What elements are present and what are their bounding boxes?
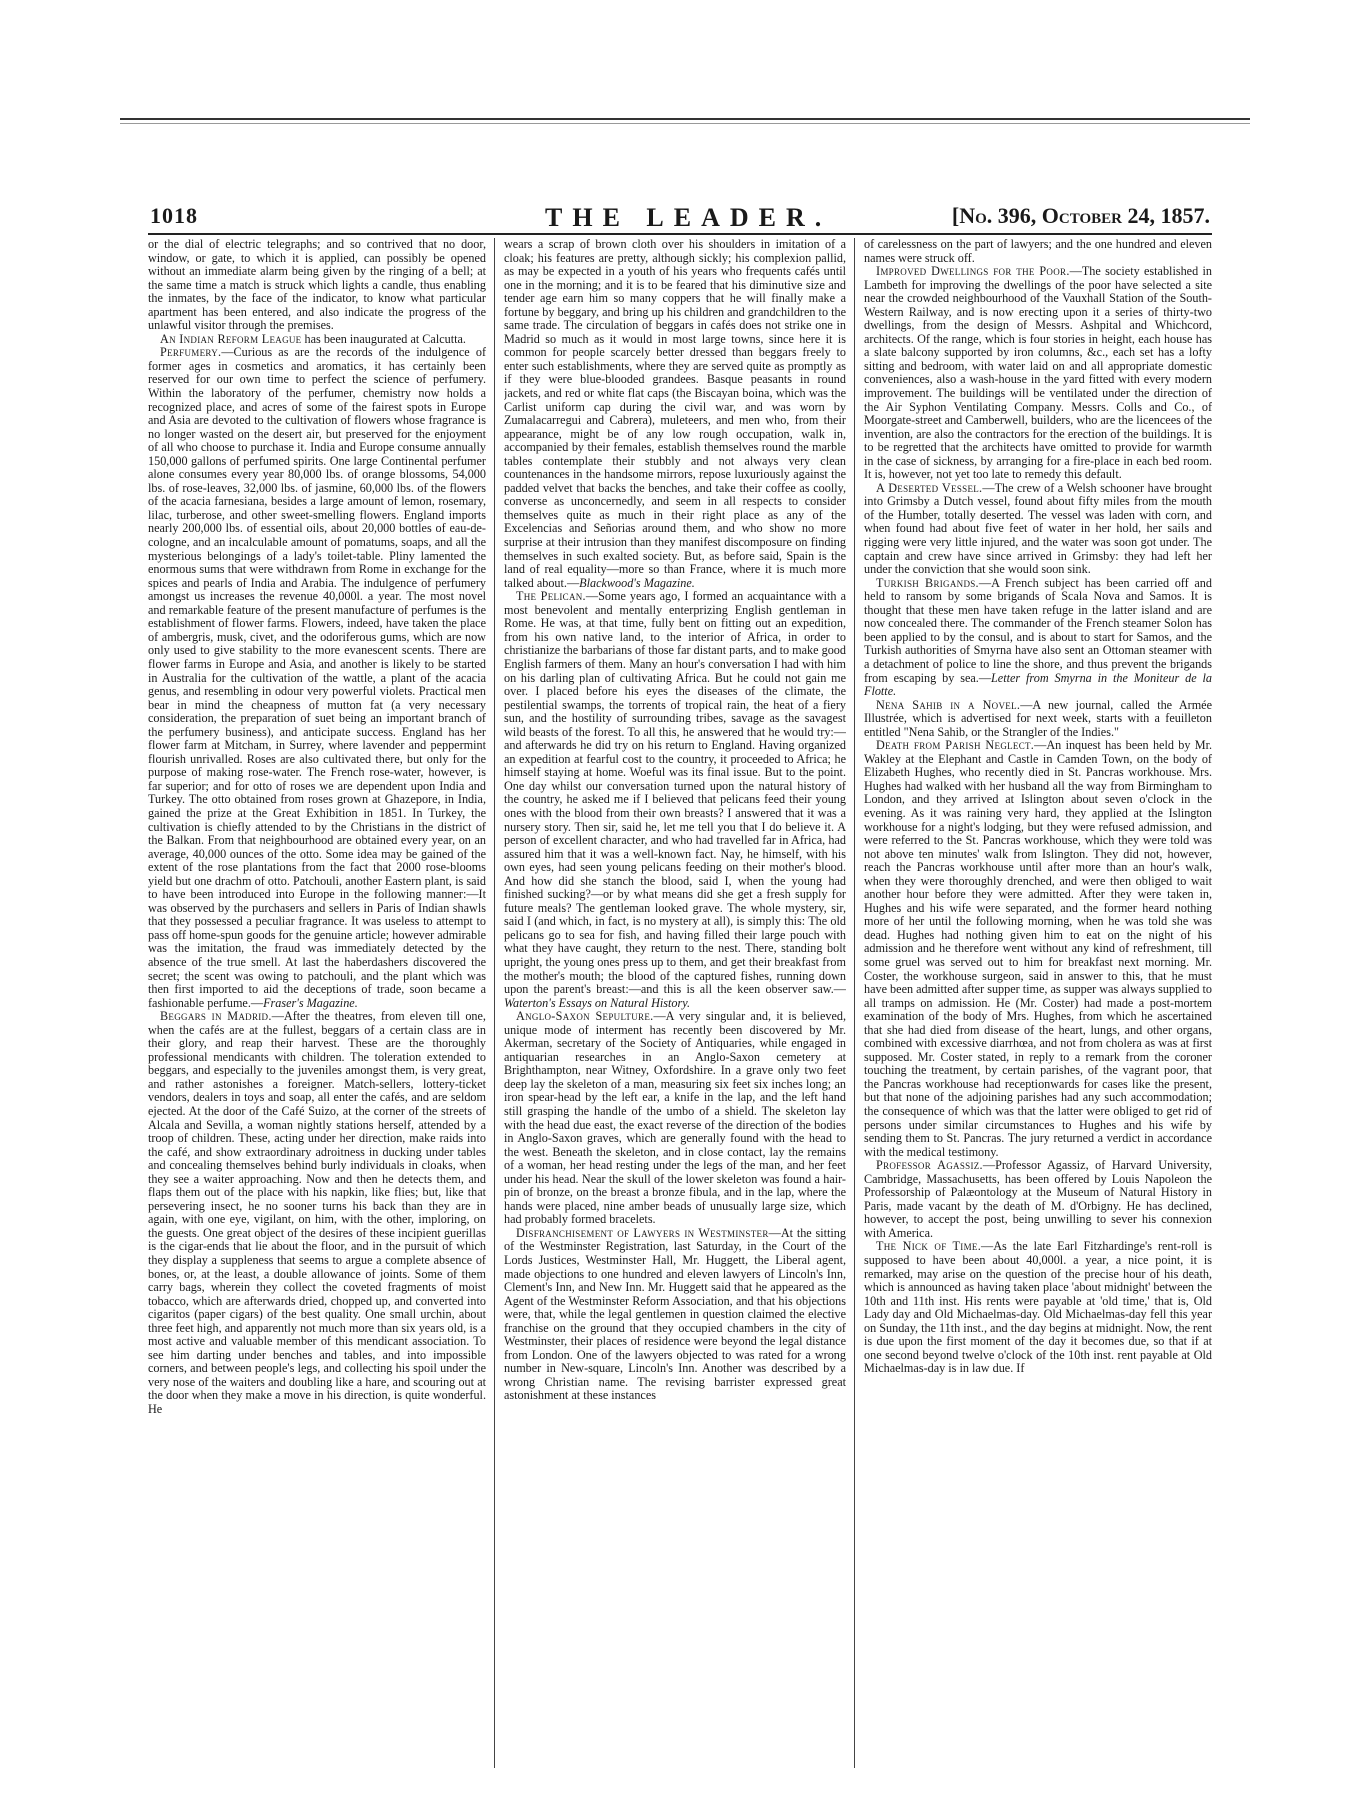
article-heading: Anglo-Saxon Sepulture. <box>516 1009 654 1024</box>
article-paragraph <box>864 699 1212 740</box>
page-number: 1018 <box>150 203 198 228</box>
article-source: Fraser's Magazine. <box>263 995 358 1010</box>
column-divider <box>494 238 495 1768</box>
article-paragraph <box>864 482 1212 577</box>
article-text: —As the late Earl Fitzhardinge's rent-roll is supposed to have been about 40,000l. a year, a nice point, it is remarked, may arise on the question of the precise hour of his death, which is announced as having taken place 'about midnight' between the 10th and 11th inst. His rents were payable at 'old time,' that is, Old Lady day and Old Michaelmas-day. Old Michaelmas-day fell this year on Sunday, the 11th inst., and the day begins at midnight. Now, the rent is due upon the first moment of the day it becomes due, so that if at one second beyond twelve o'clock of the 10th inst. rent payable at Old Michaelmas-day is in law due. If <box>864 1239 1212 1376</box>
article-paragraph <box>864 739 1212 1159</box>
article-heading: Turkish Brigands. <box>876 575 979 590</box>
article-paragraph <box>504 1227 846 1403</box>
article-text: of carelessness on the part of lawyers; and the one hundred and eleven names were struck off. <box>864 238 1212 265</box>
article-text: —The crew of a Welsh schooner have brought into Grimsby a Dutch vessel, found about fifty miles from the mouth of the Humber, totally deserted. The vessel was laden with corn, and when found had about five feet of water in her hold, her sails and rigging were very little injured, and the water was soon got under. The captain and crew have since arrived in Grimsby: they had left her under the conviction that she would soon sink. <box>864 480 1212 577</box>
article-text: —Professor Agassiz, of Harvard University, Cambridge, Massachusetts, has been offered by Louis Napoleon the Professorship of Palæontology at the Museum of Natural History in Paris, made vacant by the death of M. d'Orbigny. He has declined, however, to accept the post, being unwilling to sever his connexion with America. <box>864 1158 1212 1240</box>
article-heading: Professor Agassiz. <box>876 1158 983 1173</box>
article-heading: A Deserted Vessel. <box>876 480 983 495</box>
article-heading: Nena Sahib in a Novel. <box>876 697 1021 712</box>
article-paragraph <box>864 1159 1212 1240</box>
article-paragraph <box>148 333 486 347</box>
top-rule-faint <box>120 123 1250 124</box>
article-text: —Curious as are the records of the indulgence of former ages in cosmetics and aromatics, it has certainly been reserved for our own time to perfect the science of perfumery. Within the laboratory of the perfumer, chemistry now holds a recognized place, and acres of some of the fairest spots in Europe and Asia are devoted to the cultivation of flowers whose fragrance is no longer wasted on the desert air, but preserved for the enjoyment of all who choose to purchase it. India and Europe consume annually 150,000 gallons of perfumed spirits. One large Continental perfumer alone consumes every year 80,000 lbs. of orange blossoms, 54,000 lbs. of rose-leaves, 32,000 lbs. of jasmine, 60,000 lbs. of the flowers of the acacia farnesiana, besides a large amount of lemon, rosemary, lilac, turberose, and other sweet-smelling flowers. England imports nearly 200,000 lbs. of essential oils, about 20,000 bottles of eau-de-cologne, and an incalculable amount of pomatums, soaps, and all the mysterious belongings of a lady's toilet-table. Pliny lamented the enormous sums that were withdrawn from Rome in exchange for the spices and pearls of India and Arabia. The indulgence of perfumery amongst us increases the revenue 40,000l. a year. The most novel and remarkable feature of the present manufacture of perfumes is the establishment of flower farms. Flowers, indeed, have taken the place of ambergris, musk, civet, and the odoriferous gums, which are now only used to give stability to the more evanescent scents. There are flower farms in Europe and Asia, and another is likely to be started in Australia for the cultivation of the wattle, a plant of the acacia genus, and resembling in odour very powerful violets. Practical men bear in mind the cheapness of mutton fat (a very necessary consideration, the preparation of suet being an important branch of the perfumery business), and anticipate success. England has her flower farm at Mitcham, in Surrey, where lavender and peppermint flourish unrivalled. Roses are also cultivated there, but only for the purpose of making rose-water. The French rose-water, however, is far superior; and for otto of roses we are dependent upon India and Turkey. The otto obtained from roses grown at Ghazepore, in India, gained the prize at the Great Exhibition in 1851. In Turkey, the cultivation is chiefly attended to by the Christians in the district of the Balkan. From that neighbourhood are obtained every year, on an average, 40,000 ounces of the otto. Some idea may be gained of the extent of the rose plantations from the fact that 2000 rose-blooms yield but one drachm of otto. Patchouli, another Eastern plant, is said to have been introduced into Europe in the following manner:—It was observed by the purchasers and sellers in Paris of Indian shawls that they possessed a peculiar fragrance. It was useless to attempt to pass off home-spun goods for the genuine article; however admirable was the imitation, the fraud was immediately detected by the absence of the true smell. At last the haberdashers discovered the secret; the scent was owing to patchouli, and the plant which was then first imported to aid the deceptions of trade, soon became a fashionable perfume.— <box>148 345 486 1010</box>
article-heading: Improved Dwellings for the Poor. <box>876 264 1070 279</box>
article-heading: Beggars in Madrid. <box>160 1009 272 1024</box>
article-heading: The Pelican. <box>516 589 586 604</box>
issue-info: [No. 396, October 24, 1857. <box>951 203 1210 228</box>
article-text: has been inaugurated at Calcutta. <box>301 331 466 346</box>
column-1 <box>148 238 486 1768</box>
article-text: wears a scrap of brown cloth over his shoulders in imitation of a cloak; his features are pretty, although sickly; his complexion pallid, as may be expected in a youth of his years who frequents cafés until one in the morning; and it is to be feared that his diminutive size and tender age earn him so many coppers that he will finally make a fortune by beggary, and bring up his children and grandchildren to the same trade. The circulation of beggars in cafés does not strike one in Madrid so much as it would in most large towns, since here it is common for people scarcely better dressed than beggars freely to enter such establishments, where they are served quite as promptly as if they were blue-blooded grandees. Basque peasants in round jackets, and red or white flat caps (the Biscayan boina, which was the Carlist uniform cap during the civil war, and was worn by Zumalacarregui and Cabrera), muleteers, and men who, from their appearance, might be of any low rough occupation, walk in, accompanied by their females, establish themselves round the marble tables contemplate their stubbly and not always very clean countenances in the handsome mirrors, repose luxuriously against the padded velvet that backs the benches, and take their coffee as coolly, converse as unconcernedly, and seem in all respects to consider themselves quite as much in their right place as any of the Excelencias and Señorias around them, and who show no more surprise at their intrusion than they manifest discomposure on finding themselves in such exalted society. But, as before said, Spain is the land of real equality—more so than France, where it is much more talked about.— <box>504 238 846 590</box>
article-text: —At the sitting of the Westminster Registration, last Saturday, in the Court of the Lords Justices, Westminster Hall, Mr. Huggett, the Liberal agent, made objections to one hundred and eleven lawyers of Lincoln's Inn, Clement's Inn, and New Inn. Mr. Huggett said that he appeared as the Agent of the Westminster Reform Association, and that his objections were, that, while the legal gentlemen in question claimed the elective franchise on the ground that they occupied chambers in the city of Westminster, their places of residence were beyond the legal distance from London. One of the lawyers objected to was rated for a wrong number in New-square, Lincoln's Inn. Another was described by a wrong Christian name. The revising barrister expressed great astonishment at these instances <box>504 1225 846 1403</box>
article-source: Waterton's Essays on Natural History. <box>504 995 691 1010</box>
article-text: —A French subject has been carried off and held to ransom by some brigands of Scala Nova and Samos. It is thought that these men have taken refuge in the latter island and are now concealed there. The commander of the French steamer Solon has been applied to by the consul, and is about to start for Samos, and the Turkish authorities of Smyrna have also sent an Ottoman steamer with a detachment of police to line the shore, and thus prevent the brigands from escaping by sea.— <box>864 575 1212 685</box>
article-heading: An Indian Reform League <box>160 331 302 346</box>
article-paragraph <box>148 1010 486 1416</box>
column-divider <box>854 238 855 1768</box>
newspaper-title: THE LEADER. <box>545 203 832 232</box>
article-paragraph <box>864 265 1212 482</box>
article-paragraph <box>864 577 1212 699</box>
article-paragraph <box>148 238 486 333</box>
masthead <box>150 203 1210 231</box>
article-paragraph <box>864 1240 1212 1375</box>
article-heading: The Nick of Time. <box>876 1239 982 1254</box>
column-2 <box>504 238 846 1768</box>
article-paragraph <box>504 590 846 1010</box>
article-text: —A new journal, called the Armée Illustrée, which is advertised for next week, starts with a feuilleton entitled "Nena Sahib, or the Strangler of the Indies." <box>864 697 1212 739</box>
article-text: or the dial of electric telegraphs; and so contrived that no door, window, or gate, to which it is applied, can possibly be opened without an immediate alarm being given by the ringing of a bell; at the same time a match is struck which lights a candle, thus enabling the inmates, by the face of the indicator, to know what particular apartment has been entered, and also indicate the progress of the unlawful visitor through the premises. <box>148 238 486 333</box>
article-paragraph <box>504 238 846 590</box>
article-source: Letter from Smyrna in the Moniteur de la Flotte. <box>864 670 1212 699</box>
article-columns <box>148 238 1212 1768</box>
column-3 <box>864 238 1212 1768</box>
article-heading: Disfranchisement of Lawyers in Westminster <box>516 1225 769 1240</box>
top-rule <box>120 118 1250 120</box>
article-heading: Death from Parish Neglect. <box>876 738 1035 753</box>
article-text: —After the theatres, from eleven till one, when the cafés are at the fullest, beggars of a certain class are in their glory, and reap their harvest. These are the thoroughly professional mendicants with children. The toleration extended to beggars, and especially to the juveniles amongst them, is very great, and rather astonishes a foreigner. Match-sellers, lottery-ticket vendors, dealers in toys and soap, all enter the cafés, and are seldom ejected. At the door of the Café Suizo, at the corner of the streets of Alcala and Sevilla, a woman nightly stations herself, attended by a troop of children. These, acting under her direction, make raids into the café, and show extraordinary adroitness in ducking under tables and concealing themselves behind burly individuals in cloaks, when they see a waiter approaching. Now and then he detects them, and flaps them out of the place with his napkin, like flies; but, like that persevering insect, he no sooner turns his back than they are in again, with one eye, vigilant, on him, with the other, imploring, on the guests. One great object of the desires of these incipient guerillas is the cigar-ends that lie about the floor, and in the pursuit of which they display a suppleness that seems to argue a complete absence of bones, or, at the least, a double allowance of joints. Some of them carry bags, wherein they collect the coveted fragments of moist tobacco, which are afterwards dried, chopped up, and converted into cigaritos (paper cigars) of the best quality. One small urchin, about three feet high, and apparently not much more than six years old, is a most active and valuable member of this mendicant association. To see him darting under benches and tables, and into impossible corners, and between people's legs, and collecting his spoil under the very nose of the waiters and doubling like a hare, and scouring out at the door when they make a move in his direction, is quite wonderful. He <box>148 1009 486 1417</box>
article-text: —An inquest has been held by Mr. Wakley at the Elephant and Castle in Camden Town, on the body of Elizabeth Hughes, who recently died in St. Pancras workhouse. Mrs. Hughes had walked with her husband all the way from Birmingham to London, and they arrived at Islington about seven o'clock in the evening. As it was raining very hard, they applied at the Islington workhouse for a night's lodging, but they were refused admission, and were referred to the St. Pancras workhouse, which they were told was not above ten minutes' walk from Islington. They did not, however, reach the Pancras workhouse until after more than an hour's walk, when they were thoroughly drenched, and were then obliged to wait another hour before they were admitted. After they were taken in, Hughes and his wife were separated, and the former heard nothing more of her until the following morning, when he was told she was dead. Hughes had nothing given him to eat on the night of his admission and he therefore went without any kind of refreshment, till some gruel was served out to him for breakfast next morning. Mr. Coster, the workhouse surgeon, said in answer to this, that he must have been admitted after supper time, as supper was always supplied to all tramps on admission. He (Mr. Coster) had made a post-mortem examination of the body of Mrs. Hughes, from which he ascertained that she had died from disease of the heart, lungs, and other organs, combined with excessive diarrhœa, and not from cholera as was at first supposed. Mr. Coster stated, in reply to a remark from the coroner touching the treatment, by certain parishes, of the vagrant poor, that the Pancras workhouse had receptionwards for cases like the present, but that none of the adjoining parishes had any such accommodation; the consequence of which was that the latter were obliged to get rid of persons under similar circumstances to Hughes and his wife by sending them to St. Pancras. The jury returned a verdict in accordance with the medical testimony. <box>864 738 1212 1159</box>
article-paragraph <box>148 346 486 1010</box>
header-rule <box>148 233 1212 235</box>
article-text: —A very singular and, it is believed, unique mode of interment has recently been discovered by Mr. Akerman, secretary of the Society of Antiquaries, while engaged in antiquarian researches in an Anglo-Saxon cemetery at Brighthampton, near Witney, Oxfordshire. In a grave only two feet deep lay the skeleton of a man, measuring six feet six inches long; an iron spear-head by the left ear, a knife in the lap, and the left hand still grasping the handle of the umbo of a shield. The skeleton lay with the head due east, the exact reverse of the direction of the bodies in Anglo-Saxon graves, which are generally found with the head to the west. Beneath the skeleton, and in close contact, lay the remains of a woman, her head resting under the legs of the man, and her feet under his head. Near the skull of the lower skeleton was found a hair-pin of bronze, on the breast a bronze fibula, and in the lap, where the hands were placed, nine amber beads of unusually large size, which had probably formed bracelets. <box>504 1009 846 1227</box>
article-text: —The society established in Lambeth for improving the dwellings of the poor have selected a site near the crowded neighbourhood of the Vauxhall Station of the South-Western Railway, and is now erecting upon it a series of thirty-two dwellings, from the design of Messrs. Ashpital and Whichcord, architects. Of the range, which is four stories in height, each house has a slate balcony supported by iron columns, &c., each set has a lofty sitting and bedroom, with water laid on and all appropriate domestic conveniences, also a wash-house in the yard fitted with every modern improvement. The buildings will be ventilated under the direction of the Air Syphon Ventilating Company. Messrs. Colls and Co., of Moorgate-street and Camberwell, builders, who are the licencees of the invention, are also the contractors for the erection of the buildings. It is to be regretted that the architects have omitted to provide for warmth in the case of sickness, by arranging for a fire-place in each bed room. It is, however, not yet too late to remedy this default. <box>864 264 1212 482</box>
article-paragraph <box>504 1010 846 1227</box>
article-heading: Perfumery. <box>160 345 222 360</box>
article-paragraph <box>864 238 1212 265</box>
article-text: —Some years ago, I formed an acquaintance with a most benevolent and mentally enterprizing English gentleman in Rome. He was, at that time, fully bent on fitting out an expedition, from his own native land, to the interior of Africa, in order to christianize the barbarians of those far distant parts, and to make good English farmers of them. Many an hour's conversation I had with him on his darling plan of cultivating Africa. But he could not gain me over. I placed before his eyes the diseases of the climate, the pestilential swamps, the torrents of tropical rain, the heat of a fiery sun, and the hostility of surrounding tribes, savage as the savagest wild beasts of the forest. To all this, he answered that he would try:—and afterwards he did try on his return to England. Having organized an expedition at fearful cost to the country, it proceeded to Africa; he himself staying at home. Woeful was its final issue. But to the point. One day whilst our conversation turned upon the natural history of the country, he asked me if I believed that pelicans feed their young ones with the blood from their own breasts? I answered that it was a nursery story. Then sir, said he, let me tell you that I do believe it. A person of excellent character, and who had travelled far in Africa, had assured him that it was a well-known fact. Nay, he himself, with his own eyes, had seen young pelicans feeding on their mother's blood. And how did she stanch the blood, said I, when the young had finished sucking?—or by what means did she get a fresh supply for future meals? The gentleman looked grave. The whole mystery, sir, said I (and which, in fact, is no mystery at all), is simply this: The old pelicans go to sea for fish, and having filled their large pouch with what they have caught, they return to the nest. There, standing bolt upright, the young ones press up to them, and get their breakfast from the mother's mouth; the blood of the captured fishes, running down upon the parent's breast:—and this is all the keen observer saw.— <box>504 589 846 997</box>
article-source: Blackwood's Magazine. <box>579 575 695 590</box>
